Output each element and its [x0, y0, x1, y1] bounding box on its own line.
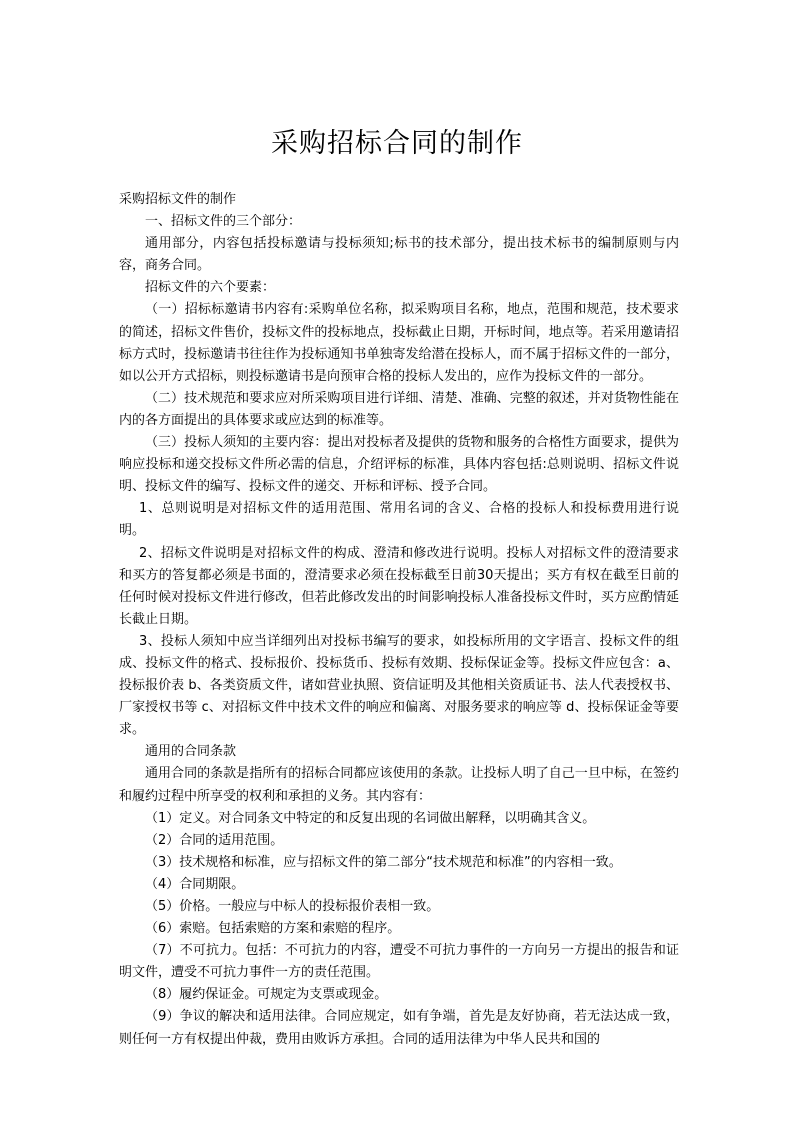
- list-item: （2）合同的适用范围。: [145, 832, 284, 848]
- subsection-heading: 一、招标文件的三个部分：: [145, 214, 302, 230]
- list-item: （6）索赔。包括索赔的方案和索赔的程序。: [145, 921, 401, 937]
- document-title: 采购招标合同的制作: [271, 128, 523, 159]
- numbered-paragraph: 2、招标文件说明是对招标文件的构成、澄清和修改进行说明。投标人对招标文件的澄清要求和买方的答复都必须是书面的，澄清要求必须在投标截至日前30天提出；买方有权在截至日前的任何时候对投标文件进行修改，但若此修改发出的时间影响投标人准备投标文件时，买方应酌情延长截止日期。: [119, 545, 679, 627]
- document-body: [119, 189, 679, 1051]
- list-item: （4）合同期限。: [145, 876, 245, 892]
- paragraph: 通用部分，内容包括投标邀请与投标须知;标书的技术部分，提出技术标书的编制原则与内容，商务合同。: [119, 236, 679, 274]
- paragraph: （一）招标标邀请书内容有:采购单位名称，拟采购项目名称，地点，范围和规范，技术要求的简述，招标文件售价，投标文件的投标地点，投标截止日期，开标时间，地点等。若采用邀请招标方式时，投标邀请书往往作为投标通知书单独寄发给潜在投标人，而不属于招标文件的一部分，如以公开方式招标，则投标邀请书是向预审合格的投标人发出的，应作为投标文件的一部分。: [119, 302, 679, 384]
- list-item: （3）技术规格和标准，应与招标文件的第二部分“技术规范和标准”的内容相一致。: [145, 854, 622, 870]
- section-heading: 采购招标文件的制作: [119, 192, 237, 207]
- subsection-heading: 通用的合同条款: [145, 744, 237, 760]
- paragraph: （三）投标人须知的主要内容：提出对投标者及提供的货物和服务的合格性方面要求，提供为响应投标和递交投标文件所必需的信息，介绍评标的标准，具体内容包括:总则说明、招标文件说明、投标文件的编写、投标文件的递交、开标和评标、授予合同。: [119, 435, 679, 495]
- list-item: （7）不可抗力。包括：不可抗力的内容，遭受不可抗力事件的一方向另一方提出的报告和证明文件，遭受不可抗力事件一方的责任范围。: [119, 943, 679, 981]
- list-item: （1）定义。对合同条文中特定的和反复出现的名词做出解释，以明确其含义。: [145, 810, 596, 826]
- paragraph: 通用合同的条款是指所有的招标合同都应该使用的条款。让投标人明了自己一旦中标，在签约和履约过程中所享受的权利和承担的义务。其内容有：: [119, 766, 679, 804]
- numbered-paragraph: 3、投标人须知中应当详细列出对投标书编写的要求，如投标所用的文字语言、投标文件的组成、投标文件的格式、投标报价、投标货币、投标有效期、投标保证金等。投标文件应包含：a、投标报价表 b、各类资质文件，诸如营业执照、资信证明及其他相关资质证书、法人代表授权书、厂家授权书等 c、对招标文件中技术文件的响应和偏离、对服务要求的响应等 d、投标保证金等要求。: [119, 633, 679, 738]
- list-item: （5）价格。一般应与中标人的投标报价表相一致。: [145, 899, 440, 914]
- list-item: （8）履约保证金。可规定为支票或现金。: [145, 987, 388, 1003]
- paragraph: （二）技术规范和要求应对所采购项目进行详细、清楚、准确、完整的叙述，并对货物性能在内的各方面提出的具体要求或应达到的标准等。: [119, 390, 679, 428]
- list-item: （9）争议的解决和适用法律。合同应规定，如有争端，首先是友好协商，若无法达成一致，则任何一方有权提出仲裁，费用由败诉方承担。合同的适用法律为中华人民共和国的: [119, 1009, 679, 1047]
- numbered-paragraph: 1、总则说明是对招标文件的适用范围、常用名词的含义、合格的投标人和投标费用进行说明。: [119, 501, 679, 539]
- subsection-heading: 招标文件的六个要素：: [145, 280, 276, 296]
